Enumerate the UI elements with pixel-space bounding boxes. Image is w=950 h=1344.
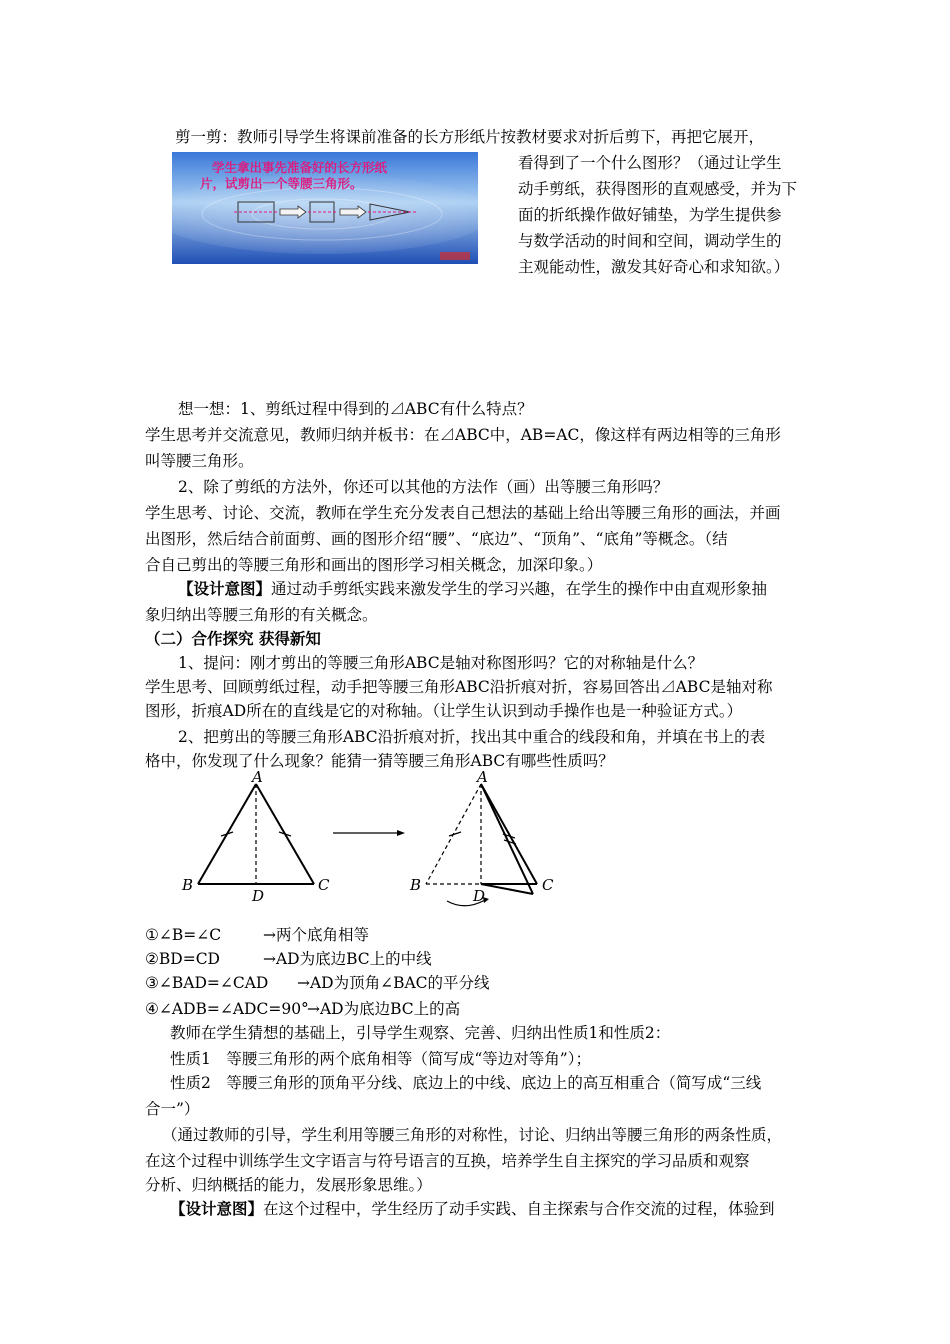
- label-a: A: [477, 768, 488, 786]
- result-left: ④∠ADB=∠ADC=90°: [145, 1000, 309, 1018]
- right-triangle-folded: [426, 784, 537, 894]
- photo-illustration: [172, 152, 478, 264]
- isosceles-fold-figure: [175, 768, 575, 913]
- reflection-text: 分析、归纳概括的能力，发展形象思维。）: [145, 1176, 432, 1194]
- property-1: 性质1 等腰三角形的两个底角相等（简写成“等边对等角”）；: [170, 1050, 591, 1068]
- think-answer-1: 叫等腰三角形。: [145, 452, 254, 470]
- property-2: 性质2 等腰三角形的顶角平分线、底边上的中线、底边上的高互相重合（简写成“三线: [170, 1074, 762, 1092]
- design-intent-1-cont: 象归纳出等腰三角形的有关概念。: [145, 606, 378, 624]
- explore-question-1: 1、提问：刚才剪出的等腰三角形ABC是轴对称图形吗？它的对称轴是什么？: [178, 654, 704, 672]
- design-intent-1: [178, 576, 767, 602]
- think-answer-2: 学生思考、讨论、交流，教师在学生充分发表自己想法的基础上给出等腰三角形的画法，并画: [145, 504, 781, 522]
- label-b: B: [182, 876, 194, 894]
- design-label: 【设计意图】: [178, 579, 272, 598]
- design-intent-2: [170, 1196, 775, 1222]
- side-text-line: 主观能动性，激发其好奇心和求知欲。）: [518, 258, 790, 276]
- result-right: →两个底角相等: [263, 926, 369, 944]
- explore-answer-1: 学生思考、回顾剪纸过程，动手把等腰三角形ABC沿折痕对折，容易回答出⊿ABC是轴对称: [145, 678, 773, 696]
- result-right: →AD为底边BC上的高: [307, 1000, 461, 1018]
- arrow-head-icon: [397, 830, 405, 836]
- result-left: ②BD=CD: [145, 950, 220, 968]
- label-c: C: [318, 876, 330, 894]
- reflection-text: （通过教师的引导，学生利用等腰三角形的对称性，讨论、归纳出等腰三角形的两条性质，: [162, 1126, 783, 1144]
- side-text-line: 动手剪纸，获得图形的直观感受，并为下: [518, 180, 798, 198]
- result-left: ③∠BAD=∠CAD: [145, 974, 269, 992]
- label-b: B: [410, 876, 422, 894]
- label-d: D: [473, 887, 486, 905]
- result-left: ①∠B=∠C: [145, 926, 222, 944]
- explore-answer-1: 图形，折痕AD所在的直线是它的对称轴。（让学生认识到动手操作也是一种验证方式。）: [145, 702, 743, 720]
- design-text: 通过动手剪纸实践来激发学生的学习兴趣，在学生的操作中由直观形象抽: [271, 580, 768, 598]
- think-answer-2: 出图形，然后结合前面剪、画的图形介绍“腰”、“底边”、“顶角”、“底角”等概念。（结: [145, 530, 728, 548]
- explore-question-2: 2、把剪出的等腰三角形ABC沿折痕对折，找出其中重合的线段和角，并填在书上的表: [178, 728, 766, 746]
- think-question-2: 2、除了剪纸的方法外，你还可以其他的方法作（画）出等腰三角形吗？: [178, 478, 669, 496]
- reflection-text: 在这个过程中训练学生文字语言与符号语言的互换，培养学生自主探究的学习品质和观察: [145, 1152, 750, 1170]
- result-right: →AD为顶角∠BAC的平分线: [297, 974, 490, 992]
- properties-intro: 教师在学生猜想的基础上，引导学生观察、完善、归纳出性质1和性质2：: [170, 1024, 671, 1042]
- side-text-line: 与数学活动的时间和空间，调动学生的: [518, 232, 782, 250]
- intro-line: 剪一剪：教师引导学生将课前准备的长方形纸片按教材要求对折后剪下，再把它展开，: [175, 128, 765, 146]
- photo-caption-1: 学生拿出事先准备好的长方形纸: [212, 160, 388, 175]
- label-c: C: [542, 876, 554, 894]
- label-a: A: [252, 768, 263, 786]
- explore-question-2: 格中，你发现了什么现象？能猜一猜等腰三角形ABC有哪些性质吗？: [145, 752, 614, 770]
- think-answer-1: 学生思考并交流意见，教师归纳并板书：在⊿ABC中，AB=AC，像这样有两边相等的三角形: [145, 426, 781, 444]
- side-text-line: 面的折纸操作做好铺垫，为学生提供参: [518, 206, 782, 224]
- design-text: 在这个过程中，学生经历了动手实践、自主探索与合作交流的过程，体验到: [263, 1200, 775, 1218]
- think-answer-2: 合自己剪出的等腰三角形和画出的图形学习相关概念，加深印象。）: [145, 556, 603, 574]
- paper-cutting-photo: [172, 152, 478, 264]
- think-question-1: 想一想：1、剪纸过程中得到的⊿ABC有什么特点？: [178, 400, 533, 418]
- photo-caption-2: 片，试剪出一个等腰三角形。: [200, 176, 363, 191]
- design-label: 【设计意图】: [170, 1199, 264, 1218]
- property-2-cont: 合一”）: [145, 1100, 200, 1118]
- result-right: →AD为底边BC上的中线: [263, 950, 432, 968]
- section-title: （二）合作探究 获得新知: [145, 629, 321, 648]
- label-d: D: [252, 887, 265, 905]
- side-text-line: 看得到了一个什么图形？（通过让学生: [518, 154, 782, 172]
